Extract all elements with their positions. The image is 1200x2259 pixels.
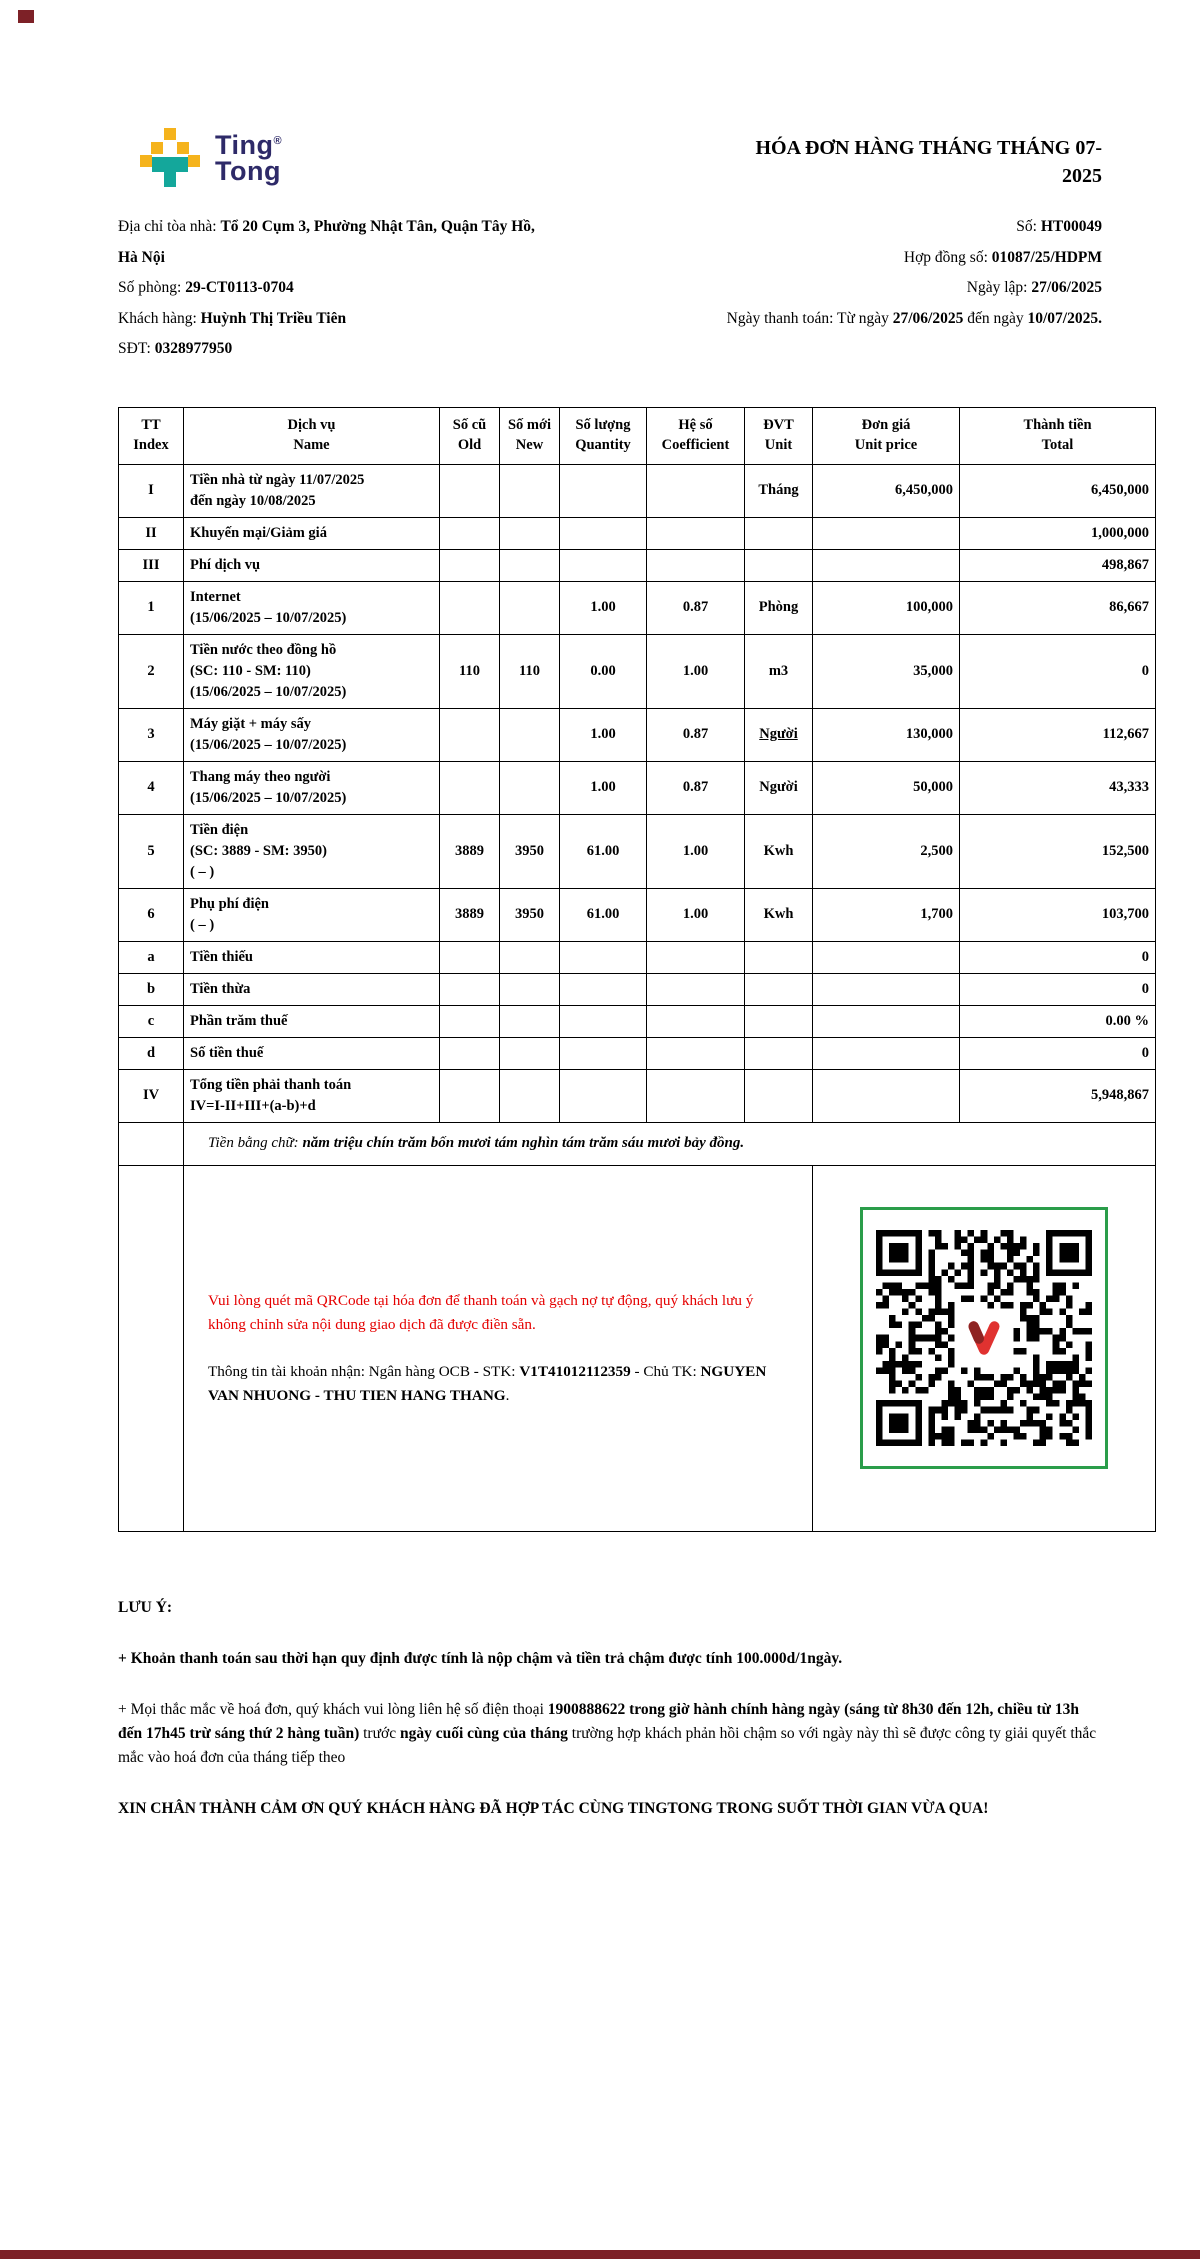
cell-old-reading: 3889 — [440, 814, 500, 888]
cell-service-name: Máy giặt + máy sấy (15/06/2025 – 10/07/2025) — [184, 708, 440, 761]
cell-index: 3 — [119, 708, 184, 761]
cell-coefficient: 0.87 — [647, 581, 745, 634]
cell-unit-price — [813, 549, 960, 581]
cell-unit: Kwh — [745, 888, 813, 941]
cell-coefficient — [647, 973, 745, 1005]
cell-unit-price: 130,000 — [813, 708, 960, 761]
cell-new-reading — [500, 1037, 560, 1069]
cell-unit — [745, 549, 813, 581]
cell-unit: Người — [745, 708, 813, 761]
cell-total: 0.00 % — [960, 1005, 1156, 1037]
cell-new-reading — [500, 581, 560, 634]
cell-quantity — [560, 517, 647, 549]
cell-quantity — [560, 1037, 647, 1069]
cell-total: 1,000,000 — [960, 517, 1156, 549]
cell-total: 0 — [960, 973, 1156, 1005]
top-left-maroon-mark — [18, 10, 34, 23]
cell-service-name: Số tiền thuế — [184, 1037, 440, 1069]
cell-unit — [745, 973, 813, 1005]
building-address-line2: Hà Nội — [118, 248, 165, 266]
cell-unit-price — [813, 1037, 960, 1069]
tingtong-logo-text — [215, 128, 282, 184]
cell-coefficient: 0.87 — [647, 761, 745, 814]
cell-old-reading: 3889 — [440, 888, 500, 941]
cell-unit-price: 6,450,000 — [813, 464, 960, 517]
cell-old-reading — [440, 464, 500, 517]
cell-old-reading — [440, 973, 500, 1005]
invoice-info-right — [727, 218, 1102, 371]
cell-quantity: 0.00 — [560, 634, 647, 708]
cell-new-reading — [500, 517, 560, 549]
cell-new-reading — [500, 941, 560, 973]
cell-unit — [745, 517, 813, 549]
amount-in-words: Tiền bằng chữ: năm triệu chín trăm bốn mươi tám nghìn tám trăm sáu mươi bảy đồng. — [184, 1122, 1156, 1165]
cell-coefficient — [647, 517, 745, 549]
table-row — [119, 708, 1156, 761]
logo-word-tong: Tong — [215, 156, 281, 186]
cell-quantity: 1.00 — [560, 708, 647, 761]
cell-unit — [745, 941, 813, 973]
invoice-title: HÓA ĐƠN HÀNG THÁNG THÁNG 07-2025 — [755, 137, 1102, 187]
cell-index: I — [119, 464, 184, 517]
cell-quantity — [560, 973, 647, 1005]
cell-new-reading — [500, 549, 560, 581]
cell-index: b — [119, 973, 184, 1005]
col-header-unit: ĐVT Unit — [745, 407, 813, 464]
table-row — [119, 888, 1156, 941]
cell-total: 43,333 — [960, 761, 1156, 814]
cell-coefficient — [647, 941, 745, 973]
col-header-old: Số cũ Old — [440, 407, 500, 464]
cell-unit — [745, 1005, 813, 1037]
table-row — [119, 517, 1156, 549]
customer-phone: SĐT: 0328977950 — [118, 340, 233, 357]
table-row — [119, 1005, 1156, 1037]
table-row — [119, 761, 1156, 814]
cell-new-reading: 110 — [500, 634, 560, 708]
cell-quantity — [560, 941, 647, 973]
cell-old-reading: 110 — [440, 634, 500, 708]
cell-index: d — [119, 1037, 184, 1069]
cell-index: IV — [119, 1069, 184, 1122]
cell-quantity: 1.00 — [560, 761, 647, 814]
cell-new-reading: 3950 — [500, 814, 560, 888]
payment-instructions — [184, 1165, 813, 1531]
header — [140, 128, 1102, 190]
cell-index: 6 — [119, 888, 184, 941]
cell-coefficient: 1.00 — [647, 814, 745, 888]
cell-new-reading: 3950 — [500, 888, 560, 941]
invoice-number: Số: HT00049 — [1016, 218, 1102, 235]
cell-index: 5 — [119, 814, 184, 888]
cell-total: 0 — [960, 634, 1156, 708]
contract-number: Hợp đồng số: 01087/25/HDPM — [903, 248, 1102, 266]
cell-old-reading — [440, 708, 500, 761]
cell-total: 112,667 — [960, 708, 1156, 761]
cell-unit-price — [813, 517, 960, 549]
tingtong-logo-icon — [140, 128, 202, 188]
invoice-info-left — [118, 218, 535, 371]
cell-unit-price: 50,000 — [813, 761, 960, 814]
cell-index: 4 — [119, 761, 184, 814]
cell-new-reading — [500, 1069, 560, 1122]
cell-unit-price — [813, 1069, 960, 1122]
cell-total: 86,667 — [960, 581, 1156, 634]
cell-old-reading — [440, 1069, 500, 1122]
qr-code-cell — [813, 1165, 1156, 1531]
cell-new-reading — [500, 1005, 560, 1037]
cell-coefficient — [647, 1069, 745, 1122]
col-header-total: Thành tiền Total — [960, 407, 1156, 464]
hotline-note: + Mọi thắc mắc về hoá đơn, quý khách vui lòng liên hệ số điện thoại 1900888622 trong giờ hành chính hàng ngày (sáng từ 8h30 đến 12h, chiều từ 13h đến 17h45 trừ sáng thứ 2 hàng tuần) trước ngày cuối cùng của tháng trường hợp khách phản hồi chậm so với ngày này thì sẽ được công ty giải quyết thắc mắc vào hoá đơn của tháng tiếp theo — [118, 1700, 1097, 1766]
invoice-info — [118, 218, 1102, 371]
table-row — [119, 941, 1156, 973]
cell-unit: Kwh — [745, 814, 813, 888]
cell-service-name: Tiền nhà từ ngày 11/07/2025 đến ngày 10/08/2025 — [184, 464, 440, 517]
cell-total: 5,948,867 — [960, 1069, 1156, 1122]
cell-unit-price: 35,000 — [813, 634, 960, 708]
cell-total: 0 — [960, 1037, 1156, 1069]
cell-index: 2 — [119, 634, 184, 708]
col-header-unit-price: Đơn giá Unit price — [813, 407, 960, 464]
amount-in-words-row — [119, 1122, 1156, 1165]
cell-unit: Tháng — [745, 464, 813, 517]
cell-unit — [745, 1037, 813, 1069]
cell-service-name: Tổng tiền phải thanh toán IV=I-II+III+(a-b)+d — [184, 1069, 440, 1122]
cell-coefficient — [647, 549, 745, 581]
cell-quantity — [560, 1069, 647, 1122]
footer-notes — [118, 1596, 1100, 1821]
cell-unit — [745, 1069, 813, 1122]
cell-coefficient: 1.00 — [647, 634, 745, 708]
table-row — [119, 1037, 1156, 1069]
cell-total: 152,500 — [960, 814, 1156, 888]
cell-old-reading — [440, 549, 500, 581]
cell-coefficient: 1.00 — [647, 888, 745, 941]
cell-unit: Phòng — [745, 581, 813, 634]
cell-index: 1 — [119, 581, 184, 634]
cell-service-name: Phần trăm thuế — [184, 1005, 440, 1037]
cell-quantity: 61.00 — [560, 888, 647, 941]
cell-quantity: 61.00 — [560, 814, 647, 888]
customer-name: Khách hàng: Huỳnh Thị Triều Tiên — [118, 309, 347, 327]
cell-coefficient — [647, 464, 745, 517]
thank-you-message: XIN CHÂN THÀNH CẢM ƠN QUÝ KHÁCH HÀNG ĐÃ HỢP TÁC CÙNG TINGTONG TRONG SUỐT THỜI GIAN VỪA QUA! — [118, 1799, 989, 1817]
cell-unit-price — [813, 1005, 960, 1037]
cell-service-name: Tiền nước theo đồng hồ (SC: 110 - SM: 110) (15/06/2025 – 10/07/2025) — [184, 634, 440, 708]
qr-code — [860, 1207, 1108, 1469]
bottom-maroon-bar — [0, 2250, 1200, 2259]
cell-old-reading — [440, 941, 500, 973]
cell-coefficient — [647, 1037, 745, 1069]
cell-old-reading — [440, 761, 500, 814]
cell-service-name: Tiền thừa — [184, 973, 440, 1005]
cell-old-reading — [440, 581, 500, 634]
room-number: Số phòng: 29-CT0113-0704 — [118, 279, 294, 296]
cell-service-name: Phí dịch vụ — [184, 549, 440, 581]
cell-unit: m3 — [745, 634, 813, 708]
cell-old-reading — [440, 517, 500, 549]
cell-index: a — [119, 941, 184, 973]
cell-old-reading — [440, 1037, 500, 1069]
cell-total: 498,867 — [960, 549, 1156, 581]
registered-mark-icon: ® — [273, 135, 283, 147]
invoice-table — [118, 407, 1156, 1532]
col-header-quantity: Số lượng Quantity — [560, 407, 647, 464]
table-row — [119, 1069, 1156, 1122]
cell-service-name: Tiền thiếu — [184, 941, 440, 973]
cell-unit-price: 2,500 — [813, 814, 960, 888]
building-address-line1: Địa chỉ tòa nhà: Tổ 20 Cụm 3, Phường Nhật Tân, Quận Tây Hồ, — [118, 218, 535, 235]
amount-in-words-empty-cell — [119, 1122, 184, 1165]
col-header-coefficient: Hệ số Coefficient — [647, 407, 745, 464]
cell-service-name: Internet (15/06/2025 – 10/07/2025) — [184, 581, 440, 634]
payment-qr-row — [119, 1165, 1156, 1531]
cell-service-name: Thang máy theo người (15/06/2025 – 10/07/2025) — [184, 761, 440, 814]
table-row — [119, 549, 1156, 581]
cell-quantity — [560, 549, 647, 581]
cell-unit-price: 100,000 — [813, 581, 960, 634]
cell-unit-price — [813, 973, 960, 1005]
late-payment-note: + Khoản thanh toán sau thời hạn quy định được tính là nộp chậm và tiền trả chậm được tính 100.000d/1ngày. — [118, 1649, 843, 1667]
col-header-name: Dịch vụ Name — [184, 407, 440, 464]
cell-old-reading — [440, 1005, 500, 1037]
cell-new-reading — [500, 973, 560, 1005]
logo-word-ting: Ting — [215, 130, 274, 160]
payment-period: Ngày thanh toán: Từ ngày 27/06/2025 đến ngày 10/07/2025. — [726, 309, 1102, 327]
cell-coefficient — [647, 1005, 745, 1037]
table-header-row — [119, 407, 1156, 464]
table-row — [119, 464, 1156, 517]
cell-index: II — [119, 517, 184, 549]
table-row — [119, 814, 1156, 888]
cell-service-name: Phụ phí điện ( – ) — [184, 888, 440, 941]
cell-quantity — [560, 464, 647, 517]
bank-account-info: Thông tin tài khoản nhận: Ngân hàng OCB - STK: V1T41012112359 - Chủ TK: NGUYEN VAN NHUONG - THU TIEN HANG THANG. — [208, 1363, 767, 1404]
cell-coefficient: 0.87 — [647, 708, 745, 761]
tingtong-logo — [140, 128, 282, 188]
cell-new-reading — [500, 761, 560, 814]
col-header-index: TT Index — [119, 407, 184, 464]
cell-service-name: Tiền điện (SC: 3889 - SM: 3950) ( – ) — [184, 814, 440, 888]
col-header-new: Số mới New — [500, 407, 560, 464]
cell-total: 103,700 — [960, 888, 1156, 941]
cell-quantity — [560, 1005, 647, 1037]
cell-unit-price: 1,700 — [813, 888, 960, 941]
qr-center-v-logo — [957, 1311, 1011, 1365]
table-row — [119, 581, 1156, 634]
cell-total: 0 — [960, 941, 1156, 973]
cell-index: III — [119, 549, 184, 581]
cell-unit-price — [813, 941, 960, 973]
issue-date: Ngày lập: 27/06/2025 — [966, 279, 1102, 296]
cell-new-reading — [500, 708, 560, 761]
cell-unit: Người — [745, 761, 813, 814]
cell-service-name: Khuyến mại/Giảm giá — [184, 517, 440, 549]
qr-warning-text: Vui lòng quét mã QRCode tại hóa đơn để thanh toán và gạch nợ tự động, quý khách lưu ý không chỉnh sửa nội dung giao dịch đã được điền sẵn. — [208, 1292, 754, 1333]
qr-row-empty-cell — [119, 1165, 184, 1531]
notes-heading: LƯU Ý: — [118, 1598, 173, 1616]
table-row — [119, 634, 1156, 708]
cell-quantity: 1.00 — [560, 581, 647, 634]
cell-index: c — [119, 1005, 184, 1037]
cell-new-reading — [500, 464, 560, 517]
table-row — [119, 973, 1156, 1005]
cell-total: 6,450,000 — [960, 464, 1156, 517]
